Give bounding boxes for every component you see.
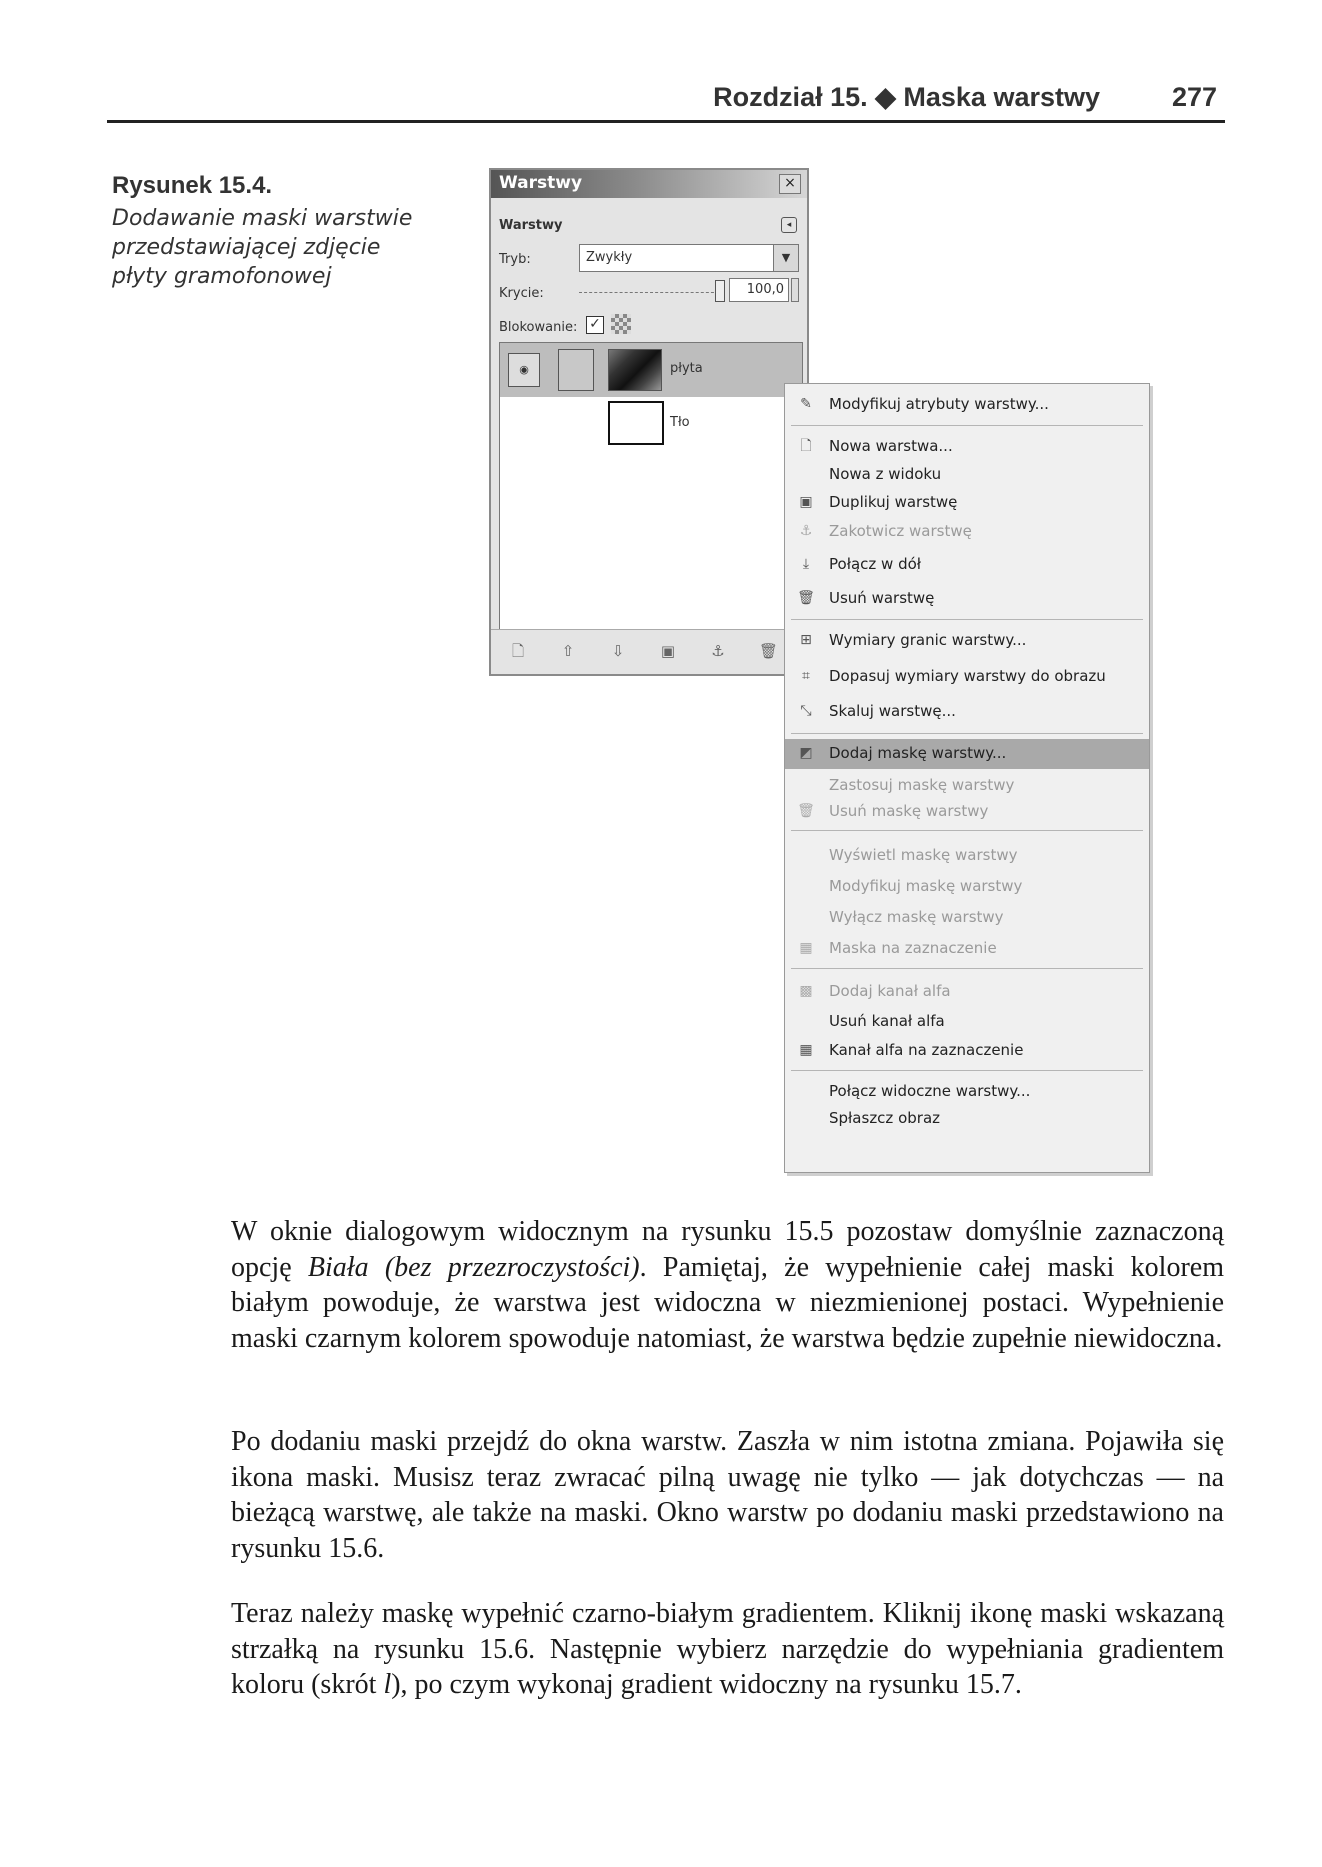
menu-item-label: Modyfikuj maskę warstwy bbox=[829, 877, 1023, 895]
menu-item-add-mask[interactable] bbox=[785, 739, 1149, 769]
opacity-value-input[interactable]: 100,0 bbox=[729, 278, 789, 302]
opacity-label: Krycie: bbox=[499, 286, 544, 301]
boundary-icon: ⊞ bbox=[800, 632, 812, 648]
menu-item-flatten-image[interactable] bbox=[785, 1104, 1149, 1132]
edit-icon: ✎ bbox=[800, 396, 812, 412]
menu-item-label: Dodaj kanał alfa bbox=[829, 982, 951, 1000]
lock-alpha-icon[interactable] bbox=[611, 314, 631, 334]
menu-separator bbox=[791, 425, 1143, 426]
trash-icon[interactable]: 🗑 bbox=[759, 642, 779, 660]
menu-separator bbox=[791, 968, 1143, 969]
chapter-title: Rozdział 15. ◆ Maska warstwy bbox=[713, 82, 1100, 112]
figure-caption bbox=[112, 172, 432, 291]
panel-title: Warstwy bbox=[499, 218, 563, 233]
menu-item-remove-alpha[interactable] bbox=[785, 1007, 1149, 1035]
menu-item-disable-mask[interactable] bbox=[785, 903, 1149, 931]
paragraph-2 bbox=[231, 1424, 1224, 1566]
menu-item-label: Wyświetl maskę warstwy bbox=[829, 846, 1018, 864]
text: Po dodaniu maski przejdź do okna warstw. Zaszła w nim istotna zmiana. Pojawiła się ikona maski. Musisz teraz zwracać pilną uwagę nie tylko — jak dotychczas — na bieżącą warstwę, ale także na maski. Okno warstw po dodaniu maski przedstawiono na rysunku 15.6. bbox=[231, 1426, 1224, 1564]
menu-item-label: Połącz widoczne warstwy... bbox=[829, 1082, 1031, 1100]
anchor-icon: ⚓ bbox=[799, 523, 813, 539]
layer-name[interactable]: Tło bbox=[670, 415, 690, 430]
new-layer-icon: 🗋 bbox=[800, 438, 812, 454]
layers-list bbox=[499, 342, 803, 634]
lower-layer-icon[interactable]: ⇩ bbox=[611, 642, 625, 660]
menu-separator bbox=[791, 733, 1143, 734]
emphasis: l bbox=[383, 1669, 392, 1700]
duplicate-icon[interactable]: ▣ bbox=[660, 642, 676, 660]
figure-label: Rysunek 15.4. bbox=[112, 172, 273, 199]
alpha-select-icon: ▦ bbox=[799, 1042, 813, 1058]
menu-item-boundary-size[interactable] bbox=[785, 626, 1149, 654]
layer-row[interactable] bbox=[500, 397, 802, 451]
mode-label: Tryb: bbox=[499, 252, 531, 267]
duplicate-icon: ▣ bbox=[799, 494, 813, 510]
menu-item-label: Zakotwicz warstwę bbox=[829, 522, 972, 540]
menu-item-apply-mask[interactable] bbox=[785, 771, 1149, 799]
menu-item-label: Kanał alfa na zaznaczenie bbox=[829, 1041, 1024, 1059]
menu-item-label: Spłaszcz obraz bbox=[829, 1109, 941, 1127]
menu-item-alpha-to-selection[interactable] bbox=[785, 1036, 1149, 1064]
layer-row[interactable] bbox=[500, 343, 802, 397]
add-mask-icon: ◩ bbox=[799, 745, 813, 761]
menu-item-label: Duplikuj warstwę bbox=[829, 493, 958, 511]
menu-item-label: Skaluj warstwę... bbox=[829, 702, 956, 720]
menu-item-layer-to-image-size[interactable] bbox=[785, 662, 1149, 690]
menu-item-mask-to-selection[interactable] bbox=[785, 934, 1149, 962]
layer-thumbnail[interactable] bbox=[608, 349, 662, 391]
text: . Pamiętaj, że wypełnienie całej maski kolorem białym powoduje, że warstwa jest widoczna w niezmienionej postaci. Wypełnienie maski czarnym kolorem spowoduje natomiast, że warstwa będzie zupełnie niewidoczna. bbox=[231, 1251, 1224, 1354]
layer-name[interactable]: płyta bbox=[670, 361, 703, 376]
dialog-title: Warstwy bbox=[499, 173, 583, 193]
lock-label: Blokowanie: bbox=[499, 320, 578, 335]
panel-menu-icon[interactable]: ◂ bbox=[781, 217, 797, 233]
chain-toggle[interactable] bbox=[558, 349, 594, 391]
raise-layer-icon[interactable]: ⇧ bbox=[561, 642, 575, 660]
text: Teraz należy maskę wypełnić czarno-białym gradientem. Kliknij ikonę maski wskazaną strzałką na rysunku 15.6. Następnie wybierz narzędzie do wypełniania gradientem koloru (skrót bbox=[231, 1598, 1224, 1700]
emphasis: Biała (bez przezroczystości) bbox=[307, 1251, 640, 1283]
new-layer-icon[interactable]: 🗋 bbox=[511, 642, 525, 660]
paragraph-1 bbox=[231, 1214, 1224, 1356]
menu-item-label: Wymiary granic warstwy... bbox=[829, 631, 1027, 649]
layers-toolbar bbox=[491, 629, 807, 674]
menu-item-anchor[interactable] bbox=[785, 517, 1149, 545]
menu-item-new-from-visible[interactable] bbox=[785, 460, 1149, 488]
eye-icon[interactable]: ◉ bbox=[508, 353, 540, 387]
paragraph-3 bbox=[231, 1596, 1224, 1703]
menu-item-label: Modyfikuj atrybuty warstwy... bbox=[829, 395, 1049, 413]
menu-item-label: Usuń kanał alfa bbox=[829, 1012, 945, 1030]
trash-icon: 🗑 bbox=[797, 803, 815, 819]
menu-item-label: Zastosuj maskę warstwy bbox=[829, 776, 1015, 794]
mode-value: Zwykły bbox=[586, 250, 633, 265]
menu-item-scale-layer[interactable] bbox=[785, 697, 1149, 725]
close-icon[interactable]: × bbox=[779, 174, 801, 194]
menu-separator bbox=[791, 1070, 1143, 1071]
alpha-icon: ▩ bbox=[799, 983, 813, 999]
trash-icon: 🗑 bbox=[797, 590, 815, 606]
chevron-down-icon[interactable]: ▼ bbox=[773, 245, 798, 271]
menu-item-label: Dopasuj wymiary warstwy do obrazu bbox=[829, 667, 1106, 685]
menu-item-label: Wyłącz maskę warstwy bbox=[829, 908, 1004, 926]
menu-item-edit-attributes[interactable] bbox=[785, 390, 1149, 418]
mode-select[interactable] bbox=[579, 244, 799, 272]
opacity-slider[interactable] bbox=[579, 292, 719, 293]
menu-item-label: Połącz w dół bbox=[829, 555, 922, 573]
layers-dialog bbox=[489, 168, 809, 676]
opacity-spinner[interactable] bbox=[791, 278, 799, 302]
menu-item-merge-down[interactable] bbox=[785, 550, 1149, 578]
figure-caption-text: Dodawanie maski warstwie przedstawiającej zdjęcie płyty gramofonowej bbox=[112, 206, 413, 289]
opacity-slider-handle[interactable] bbox=[715, 280, 725, 302]
text: W oknie dialogowym widocznym na rysunku 15.5 pozostaw domyślnie zaznaczoną opcję bbox=[231, 1216, 1224, 1283]
menu-item-label: Usuń maskę warstwy bbox=[829, 802, 989, 820]
menu-item-merge-visible[interactable] bbox=[785, 1077, 1149, 1105]
dialog-titlebar[interactable] bbox=[491, 170, 807, 198]
menu-item-duplicate[interactable] bbox=[785, 488, 1149, 516]
page-number: 277 bbox=[1171, 82, 1217, 112]
menu-item-edit-mask[interactable] bbox=[785, 872, 1149, 900]
menu-item-label: Nowa z widoku bbox=[829, 465, 942, 483]
menu-separator bbox=[791, 830, 1143, 831]
menu-item-label: Maska na zaznaczenie bbox=[829, 939, 997, 957]
menu-item-new-layer[interactable] bbox=[785, 432, 1149, 460]
menu-item-label: Usuń warstwę bbox=[829, 589, 935, 607]
running-header bbox=[107, 80, 1225, 123]
menu-item-label: Nowa warstwa... bbox=[829, 437, 953, 455]
text: ), po czym wykonaj gradient widoczny na rysunku 15.7. bbox=[391, 1669, 1022, 1700]
menu-separator bbox=[791, 619, 1143, 620]
menu-item-delete-mask[interactable] bbox=[785, 797, 1149, 825]
layer-thumbnail[interactable] bbox=[608, 401, 664, 445]
layer-context-menu bbox=[784, 383, 1150, 1173]
mask-select-icon: ▦ bbox=[799, 940, 813, 956]
menu-item-add-alpha[interactable] bbox=[785, 977, 1149, 1005]
menu-item-label: Dodaj maskę warstwy... bbox=[829, 744, 1007, 762]
anchor-icon[interactable]: ⚓ bbox=[711, 642, 725, 660]
scale-icon: ⤡ bbox=[800, 703, 812, 719]
menu-item-show-mask[interactable] bbox=[785, 841, 1149, 869]
menu-item-delete-layer[interactable] bbox=[785, 584, 1149, 612]
fit-icon: ⌗ bbox=[802, 668, 810, 684]
merge-down-icon: ⤓ bbox=[802, 556, 810, 572]
lock-pixels-checkbox[interactable]: ✓ bbox=[586, 316, 604, 334]
